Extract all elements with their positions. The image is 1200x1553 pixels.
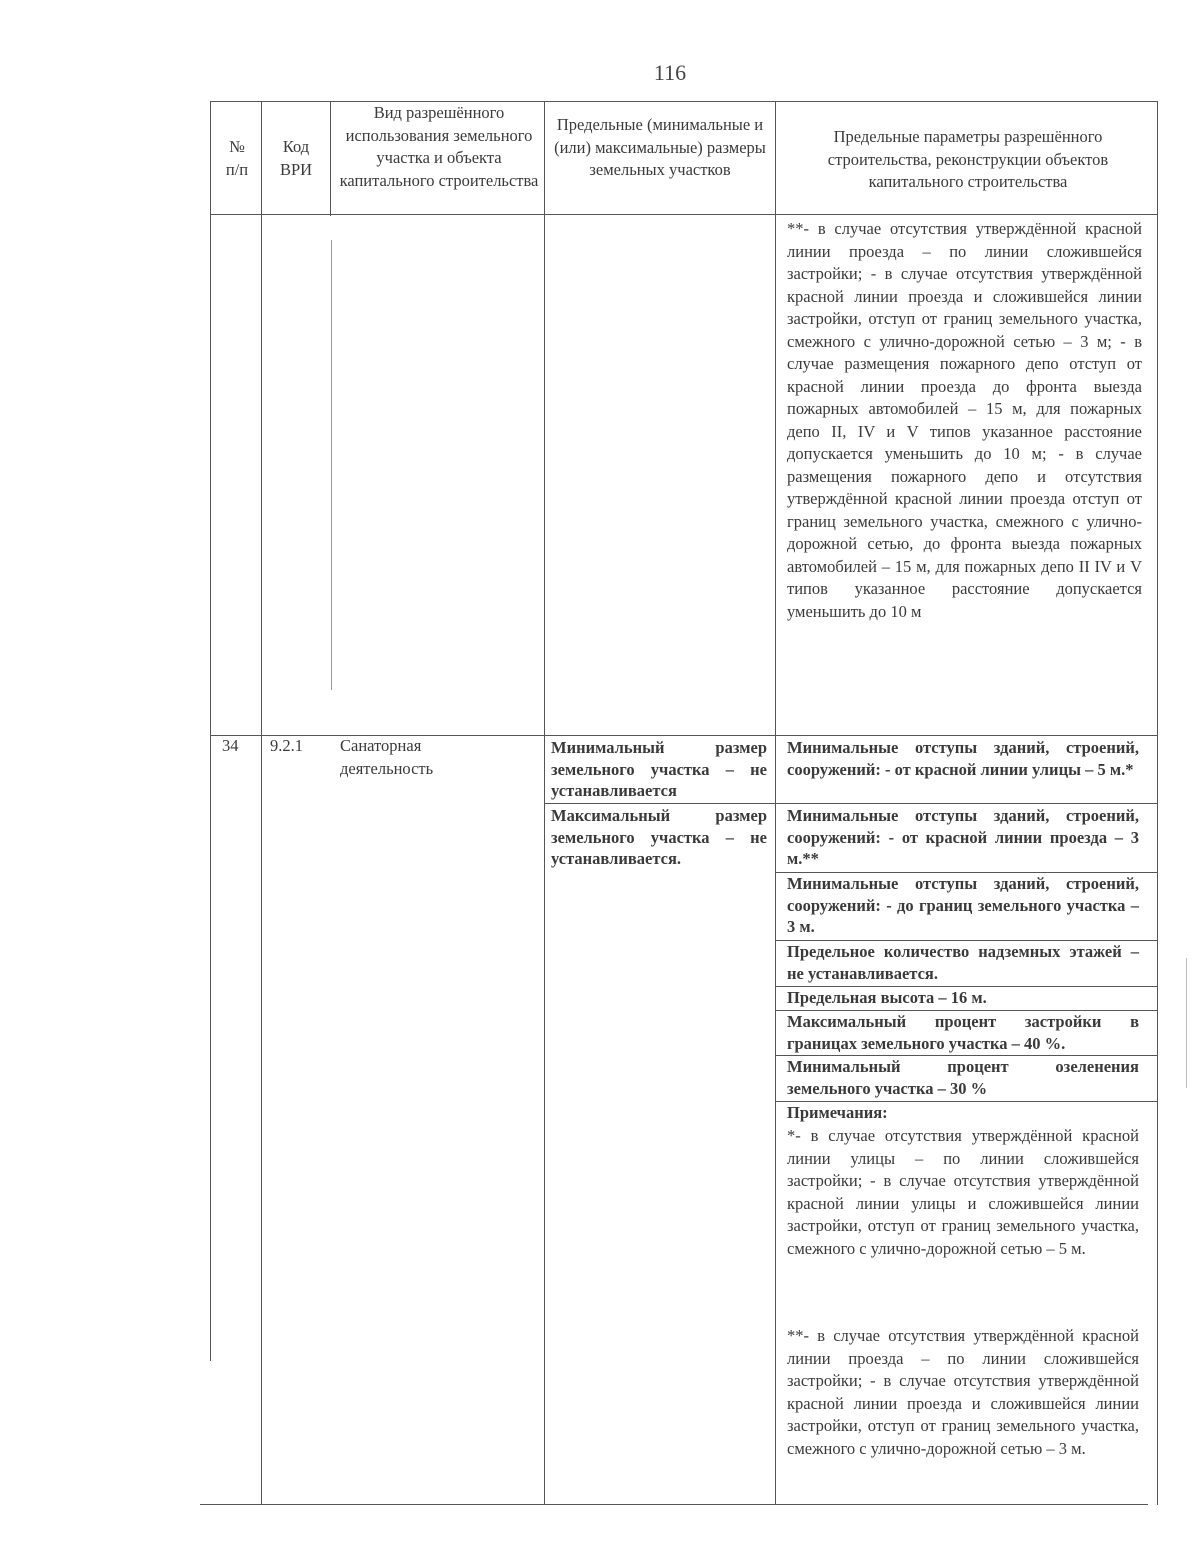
notes-driveway: **- в случае отсутствия утверждённой красной линии проезда – по линии сложившейся застройки; - в случае отсутствия утверждённой красной линии проезда и сложившейся линии застройки, отступ от границ земельного участка, смежного с улично-дорожной сетью – 3 м. <box>787 1326 1139 1458</box>
row-code: 9.2.1 <box>270 736 303 755</box>
param-height: Предельная высота – 16 м. <box>787 988 987 1007</box>
table-bottom-border <box>200 1504 1148 1505</box>
header-col-code: Код ВРИ <box>279 137 313 179</box>
size-min: Минимальный размер земельного участка – не устанавливается <box>551 738 767 800</box>
param-green-percent: Минимальный процент озеленения земельного участка – 30 % <box>787 1057 1139 1098</box>
header-col-num: № п/п <box>225 137 249 179</box>
size-max: Максимальный размер земельного участка – не устанавливается. <box>551 806 767 868</box>
row-number: 34 <box>222 736 239 755</box>
col-border-2 <box>330 101 331 216</box>
param-setback-street: Минимальные отступы зданий, строений, сооружений: - от красной линии улицы – 5 м.* <box>787 738 1139 779</box>
row-type: Санаторная деятельность <box>340 736 434 778</box>
header-bottom-border <box>210 214 1158 215</box>
page-number: 116 <box>653 60 687 85</box>
col-border-2-faint <box>331 240 332 690</box>
param-floors: Предельное количество надземных этажей – не устанавливается. <box>787 942 1139 983</box>
size-split-border <box>544 803 1158 804</box>
scan-mark-right <box>1186 958 1187 1088</box>
continuation-notes: **- в случае отсутствия утверждённой красной линии проезда – по линии сложившейся застройки; - в случае отсутствия утверждённой красной линии проезда и сложившейся линии застройки, отступ от границ земельного участка, смежного с улично-дорожной сетью – 3 м; - в случае размещения пожарного депо отступ от красной линии проезда до фронта выезда пожарных автомобилей – 15 м, для пожарных депо II, IV и V типов указанное расстояние допускается уменьшить до 10 м; - в случае размещения пожарного депо и отсутствия утверждённой красной линии проезда отступ от границ земельного участка, смежного с улично-дорожной сетью, до фронта выезда пожарных автомобилей – 15 м, для пожарных депо II IV и V типов указанное расстояние допускается уменьшить до 10 м <box>787 219 1142 621</box>
notes-street: *- в случае отсутствия утверждённой красной линии улицы – по линии сложившейся застройки; - в случае отсутствия утверждённой красной линии улицы и сложившейся линии застройки, отступ от границ земельного участка, смежного с улично-дорожной сетью – 5 м. <box>787 1126 1139 1258</box>
col-border-left <box>210 101 211 1361</box>
header-col-type: Вид разрешённого использования земельного участка и объекта капитального строительства <box>339 103 539 190</box>
param-setback-driveway: Минимальные отступы зданий, строений, сооружений: - от красной линии проезда – 3 м.** <box>787 806 1139 868</box>
header-col-size: Предельные (минимальные и (или) максимальные) размеры земельных участков <box>554 115 766 179</box>
param-setback-boundary: Минимальные отступы зданий, строений, сооружений: - до границ земельного участка – 3 м. <box>787 874 1139 936</box>
col-border-1 <box>261 101 262 1505</box>
param-build-percent: Максимальный процент застройки в границах земельного участка – 40 %. <box>787 1012 1139 1053</box>
notes-title: Примечания: <box>787 1103 888 1122</box>
header-col-params: Предельные параметры разрешённого строительства, реконструкции объектов капитального строительства <box>827 127 1109 191</box>
